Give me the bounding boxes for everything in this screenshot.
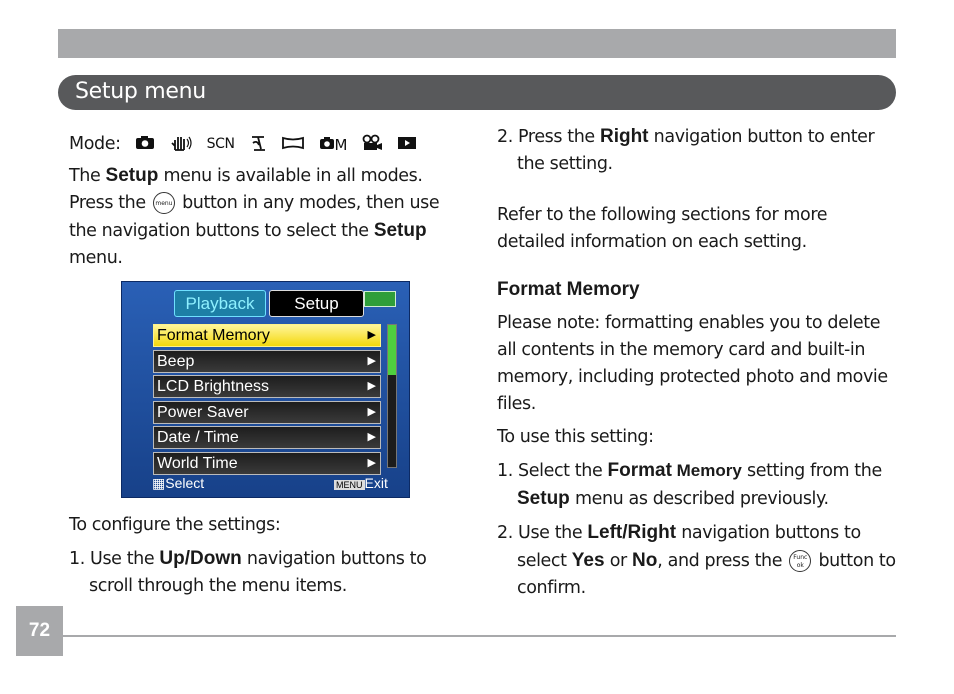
film-camera-icon (361, 134, 383, 155)
text: or (604, 551, 632, 571)
text: menu is available in all modes. (158, 166, 423, 186)
ok-label: ok (796, 562, 804, 569)
text: menu. (69, 248, 123, 268)
beach-icon (249, 134, 267, 155)
up-down-term: Up/Down (159, 548, 242, 569)
menu-item-label: LCD Brightness (157, 378, 270, 396)
text: setting from the (741, 461, 882, 481)
text: button in any modes, then use the navigation buttons to select the (69, 193, 440, 241)
refer-paragraph: Refer to the following sections for more detailed information on each setting. (497, 205, 828, 252)
text: menu as described previously. (569, 489, 829, 509)
footer-select-label: Select (165, 475, 205, 491)
menu-item-label: World Time (157, 454, 238, 472)
chevron-right-icon: ▶ (367, 456, 376, 469)
menu-item-label: Format Memory (157, 327, 270, 344)
chevron-right-icon: ▶ (367, 354, 376, 367)
hand-icon (169, 135, 193, 154)
footer-exit (334, 475, 388, 491)
panorama-icon (281, 136, 305, 153)
section-title: Setup menu (75, 79, 206, 104)
note-paragraph: Please note: formatting enables you to delete all contents in the memory card and built-in memory, including protected photo and movie files. (497, 313, 888, 414)
text: navigation button to enter the setting. (517, 127, 875, 174)
scn-mode-label: SCN (206, 136, 235, 152)
tab-playback: Playback (174, 290, 266, 317)
availability-paragraph (69, 162, 459, 190)
text: navigation buttons to select (517, 523, 861, 571)
menu-item-date-time (153, 426, 381, 449)
chevron-right-icon: ▶ (367, 329, 376, 341)
right-term: Right (599, 126, 649, 147)
footer-select (152, 475, 204, 492)
mode-row (69, 130, 459, 158)
footer-exit-label: Exit (364, 475, 388, 491)
camera-setup-screen (121, 281, 410, 498)
setup-term: Setup (105, 165, 159, 186)
chevron-right-icon: ▶ (367, 431, 376, 444)
text: navigation buttons to scroll through the menu items. (89, 549, 427, 596)
use-setting-text: To use this setting: (497, 427, 654, 447)
menu-item-beep (153, 350, 381, 373)
left-column-bottom (69, 512, 459, 600)
text: button to confirm. (517, 551, 896, 598)
menu-item-power-saver (153, 401, 381, 424)
func-ok-button-icon (789, 550, 811, 572)
menu-key-icon: MENU (336, 480, 363, 490)
dpad-icon: ▦ (152, 475, 166, 491)
format-step-1 (497, 457, 897, 513)
menu-item-label: Date / Time (157, 429, 239, 447)
left-right-term: Left/Right (587, 522, 677, 543)
text: 2. Press the (497, 127, 600, 147)
text: Press the (69, 193, 146, 213)
menu-item-lcd-brightness (153, 375, 381, 398)
text: 1. Use the (69, 549, 160, 569)
mode-m-label: M (334, 135, 348, 154)
menu-item-label: Beep (157, 352, 195, 370)
menu-item-format-memory (153, 324, 381, 347)
setup-menu-list (153, 324, 381, 478)
func-label: Func (793, 554, 808, 561)
setup-term: Setup (373, 220, 427, 241)
yes-term: Yes (571, 550, 605, 571)
bottom-rule (63, 635, 896, 637)
left-column (69, 130, 459, 272)
step-1 (69, 545, 459, 600)
text: , and press the (657, 551, 788, 571)
text: The (69, 166, 106, 186)
configure-text: To configure the settings: (69, 515, 281, 535)
tab-setup: Setup (269, 290, 364, 317)
menu-item-label: Power Saver (157, 403, 249, 421)
scroll-thumb (388, 325, 396, 375)
format-term: Format (607, 460, 672, 481)
menu-instruction-paragraph (69, 190, 459, 272)
section-header (58, 75, 896, 110)
menu-scrollbar (387, 324, 397, 468)
no-term: No (631, 550, 658, 571)
mode-label: Mode: (69, 133, 121, 154)
right-column (497, 123, 897, 602)
camera-m-icon (319, 136, 348, 153)
setup-term: Setup (517, 488, 570, 509)
format-step-2 (497, 519, 897, 602)
top-bar (58, 29, 896, 58)
memory-term: Memory (671, 461, 742, 480)
page-number: 72 (16, 606, 63, 656)
format-memory-heading: Format Memory (497, 279, 640, 300)
camera-icon (135, 135, 155, 153)
menu-button-icon: menu (153, 192, 175, 214)
text: 2. Use the (497, 523, 588, 543)
step-2 (497, 123, 897, 178)
playback-icon (397, 136, 417, 153)
chevron-right-icon: ▶ (367, 380, 376, 393)
chevron-right-icon: ▶ (367, 405, 376, 418)
menu-item-world-time (153, 452, 381, 475)
text: 1. Select the (497, 461, 608, 481)
battery-icon (364, 291, 396, 307)
